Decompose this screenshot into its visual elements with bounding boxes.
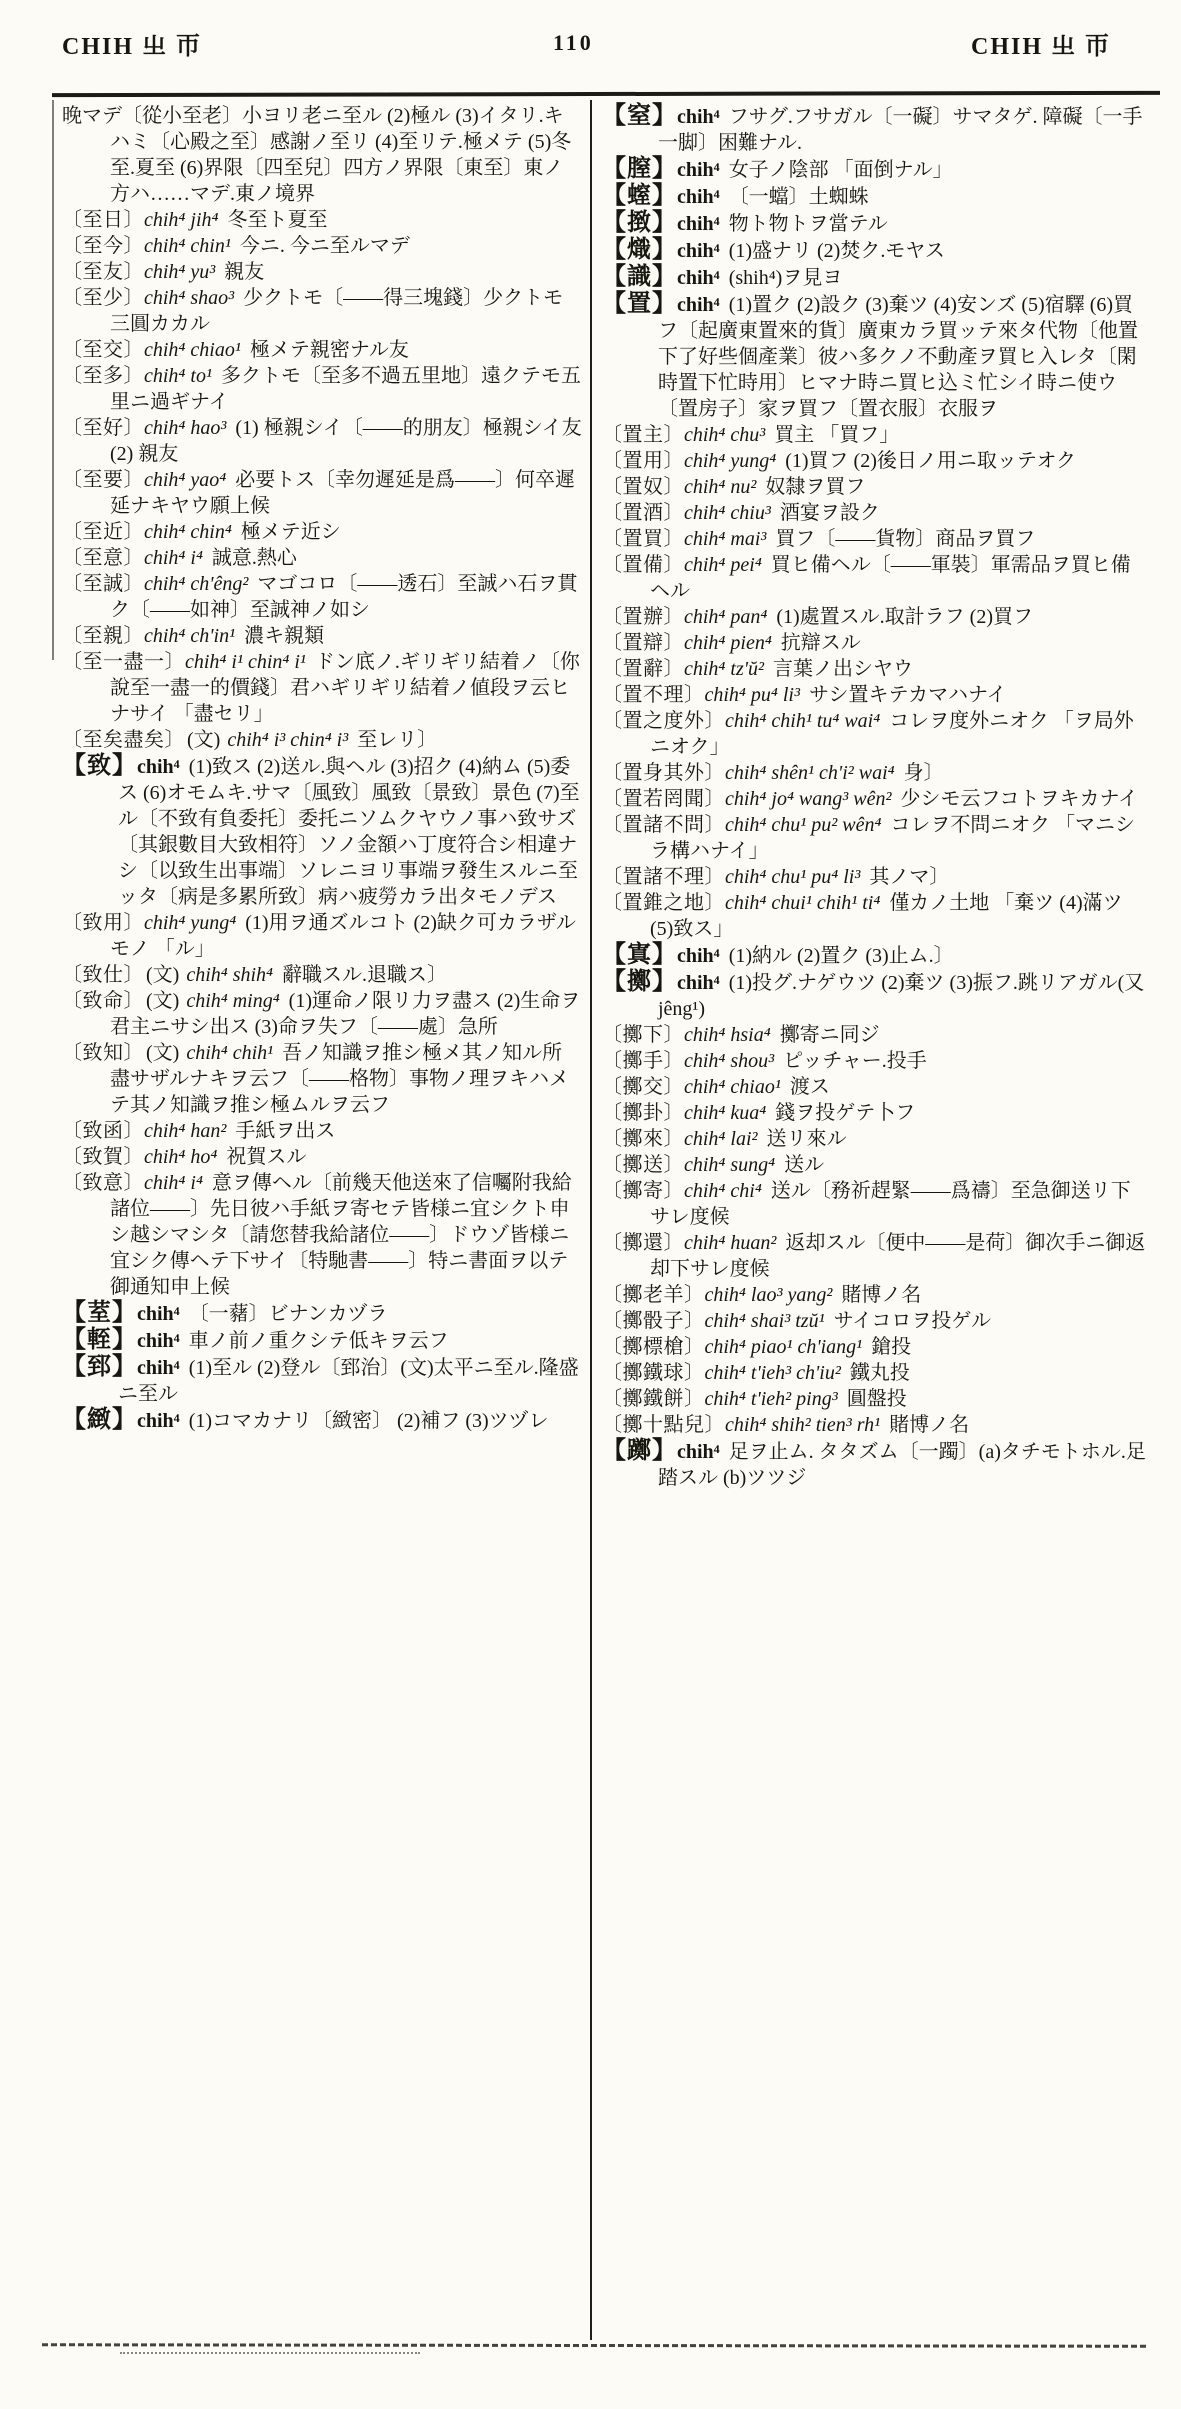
entry-headword: 〔至友〕: [62, 261, 144, 283]
entry-pronunciation: chih⁴ chu¹ pu⁴ li³: [725, 866, 866, 888]
entry-headword: 【郅】: [62, 1354, 137, 1380]
entry-pronunciation: chih⁴ t'ieh³ ch'iu²: [704, 1362, 846, 1384]
dictionary-entry: [62, 1118, 582, 1144]
entry-pronunciation: chih⁴ chui¹ chih¹ ti⁴: [725, 892, 886, 914]
entry-definition: 女子ノ陰部 「面倒ナル」: [728, 159, 953, 181]
dictionary-entry: [602, 708, 1150, 760]
entry-pronunciation: chih⁴ yu³: [144, 261, 221, 283]
dictionary-entry: [602, 474, 1150, 500]
entry-pronunciation: chih⁴ shên¹ ch'i² wai⁴: [725, 762, 900, 784]
dictionary-entry: [602, 1074, 1150, 1100]
entry-headword: 〔致賀〕: [62, 1146, 144, 1168]
dictionary-entry: [602, 969, 1150, 1022]
dictionary-entry: [602, 942, 1150, 969]
entry-headword: 〔至近〕: [62, 521, 144, 543]
entry-pronunciation: chih⁴ i⁴: [144, 547, 208, 569]
entry-headword: 〔擲下〕: [602, 1024, 684, 1046]
entry-definition: 極メテ近シ: [240, 521, 341, 543]
entry-definition: 奴隸ヲ買フ: [765, 476, 866, 498]
entry-definition: (1)至ル (2)登ル〔郅治〕(文)太平ニ至ル.隆盛ニ至ル: [118, 1357, 579, 1405]
dictionary-entry: [602, 552, 1150, 604]
entry-definition: 擲寄ニ同ジ: [779, 1024, 880, 1046]
entry-headword: 〔擲十點兒〕: [602, 1414, 725, 1436]
dictionary-entry: [602, 1438, 1150, 1491]
entry-headword: 【窒】: [602, 103, 677, 129]
entry-definition: 僅カノ土地 「棄ツ (4)滿ツ (5)致ス」: [650, 892, 1123, 940]
entry-headword: 〔置備〕: [602, 554, 684, 576]
bottom-edge-dotted-line: [120, 2352, 420, 2354]
entry-pronunciation: chih⁴: [677, 267, 725, 289]
entry-headword: 〔置之度外〕: [602, 710, 725, 732]
entry-pronunciation: chih⁴: [137, 756, 185, 778]
dictionary-entry: [602, 1152, 1150, 1178]
entry-definition: 送リ來ル: [766, 1128, 847, 1150]
entry-headword: 〔置奴〕: [602, 476, 684, 498]
entry-headword: 〔至親〕: [62, 625, 144, 647]
dictionary-entry: [602, 264, 1150, 291]
entry-pronunciation: chih⁴ ch'in¹: [144, 625, 241, 647]
entry-headword: 〔置用〕: [602, 450, 684, 472]
entry-pronunciation: chih⁴ chiao¹: [144, 339, 246, 361]
entry-pronunciation: chih⁴ chiao¹: [684, 1076, 786, 1098]
entry-headword: 【膣】: [602, 156, 677, 182]
entry-usage-label: (文): [146, 990, 185, 1012]
entry-definition: サシ置キテカマハナイ: [808, 684, 1007, 706]
entry-headword: 【㨖】: [602, 210, 677, 236]
entry-headword: 〔致知〕: [62, 1042, 144, 1064]
entry-headword: 〔至今〕: [62, 235, 144, 257]
dictionary-entry: [602, 1022, 1150, 1048]
entry-definition: 親友: [224, 261, 265, 283]
entry-pronunciation: chih⁴ pien⁴: [684, 632, 777, 654]
entry-pronunciation: chih⁴ chiu³: [684, 502, 776, 524]
dictionary-entry: [62, 1327, 582, 1354]
entry-pronunciation: chih⁴ to¹: [144, 365, 217, 387]
entry-definition: (1)投グ.ナゲウツ (2)棄ツ (3)振フ.跳リアガル(又 jêng¹): [658, 972, 1145, 1020]
entry-headword: 〔置買〕: [602, 528, 684, 550]
entry-definition: マゴコロ〔——透石〕至誠ハ石ヲ貫ク〔——如神〕至誠神ノ如シ: [110, 573, 578, 621]
entry-definition: (shih⁴)ヲ見ヨ: [728, 267, 843, 289]
entry-definition: 言葉ノ出シヤウ: [773, 658, 913, 680]
entry-definition: 賭博ノ名: [889, 1414, 970, 1436]
entry-usage-label: (文): [187, 729, 226, 751]
dictionary-entry: [602, 630, 1150, 656]
entry-definition: 車ノ前ノ重クシテ低キヲ云フ: [188, 1330, 449, 1352]
dictionary-entry: [602, 682, 1150, 708]
entry-pronunciation: chih⁴: [677, 213, 725, 235]
entry-pronunciation: chih⁴ hsia⁴: [684, 1024, 776, 1046]
dictionary-entry: [62, 623, 582, 649]
entry-definition: 鐵丸投: [849, 1362, 910, 1384]
left-column-edge-line: [52, 100, 54, 660]
entry-headword: 【識】: [602, 264, 677, 290]
entry-definition: 鎗投: [871, 1336, 912, 1358]
entry-definition: 祝賀スル: [226, 1146, 307, 1168]
header-title-left: CHIH 㞢 帀: [62, 34, 203, 60]
entry-headword: 【置】: [602, 291, 677, 317]
dictionary-entry: [62, 1144, 582, 1170]
entry-headword: 〔置辦〕: [602, 606, 684, 628]
entry-headword: 〔致用〕: [62, 912, 144, 934]
entry-headword: 〔至矣盡矣〕: [62, 729, 185, 751]
entry-pronunciation: chih⁴ sung⁴: [684, 1154, 781, 1176]
entry-definition: 多クトモ〔至多不過五里地〕遠クテモ五里ニ過ギナイ: [110, 365, 581, 413]
entry-headword: 〔致仕〕: [62, 964, 144, 986]
entry-headword: 〔擲交〕: [602, 1076, 684, 1098]
entry-definition: 買ヒ備ヘル〔——軍裝〕軍需品ヲ買ヒ備ヘル: [650, 554, 1131, 602]
entry-definition: 其ノマ〕: [869, 866, 950, 888]
entry-headword: 〔擲寄〕: [602, 1180, 684, 1202]
entry-pronunciation: chih⁴: [677, 972, 725, 994]
dictionary-entry: [602, 500, 1150, 526]
entry-pronunciation: chih⁴ yung⁴: [684, 450, 782, 472]
entry-headword: 〔置辭〕: [602, 658, 684, 680]
entry-usage-label: (文): [146, 964, 185, 986]
entry-headword: 〔擲骰子〕: [602, 1310, 705, 1332]
entry-pronunciation: chih⁴ shai³ tzŭ¹: [704, 1310, 830, 1332]
entry-definition: (1)納ル (2)置ク (3)止ム.〕: [728, 945, 954, 967]
entry-pronunciation: chih⁴: [137, 1330, 185, 1352]
entry-definition: (1)買フ (2)後日ノ用ニ取ッテオク: [785, 450, 1077, 472]
dictionary-entry: [602, 1282, 1150, 1308]
entry-pronunciation: chih⁴ jih⁴: [144, 209, 224, 231]
running-header: [0, 26, 1181, 72]
entry-headword: 〔至日〕: [62, 209, 144, 231]
entry-definition: 圓盤投: [846, 1388, 907, 1410]
entry-headword: 〔置諸不問〕: [602, 814, 725, 836]
entry-pronunciation: chih⁴: [137, 1357, 185, 1379]
dictionary-entry: [602, 890, 1150, 942]
entry-pronunciation: chih⁴ jo⁴ wang³ wên²: [725, 788, 897, 810]
entry-definition: 買フ〔——貨物〕商品ヲ買フ: [775, 528, 1036, 550]
entry-pronunciation: chih⁴ mai³: [684, 528, 772, 550]
entry-headword: 〔置酒〕: [602, 502, 684, 524]
header-title-right: CHIH 㞢 帀: [970, 34, 1111, 60]
entry-definition: (1)置ク (2)設ク (3)棄ツ (4)安ンズ (5)宿驛 (6)買フ〔起廣東置來的貨〕廣東カラ買ッテ來タ代物〔他置下了好些個產業〕彼ハ多クノ不動產ヲ買ヒ入レタ〔閑時置下忙時用〕ヒマナ時ニ買ヒ込ミ忙シイ時ニ使ウ〔置房子〕家ヲ買フ〔置衣服〕衣服ヲ: [658, 294, 1138, 420]
entry-definition: 吾ノ知識ヲ推シ極メ其ノ知ル所盡サザルナキヲ云フ〔——格物〕事物ノ理ヲキハメテ其ノ知識ヲ推シ極ムルヲ云フ: [110, 1042, 569, 1116]
dictionary-entry: [62, 519, 582, 545]
entry-pronunciation: chih⁴: [137, 1303, 185, 1325]
entry-headword: 〔致函〕: [62, 1120, 144, 1142]
dictionary-entry: [602, 291, 1150, 422]
dictionary-entry: [62, 103, 582, 207]
entry-headword: 〔至交〕: [62, 339, 144, 361]
entry-definition: 買主 「買フ」: [774, 424, 900, 446]
dictionary-entry: [602, 1360, 1150, 1386]
entry-headword: 〔擲標槍〕: [602, 1336, 705, 1358]
entry-headword: 〔擲送〕: [602, 1154, 684, 1176]
dictionary-entry: [602, 864, 1150, 890]
dictionary-entry: [602, 1178, 1150, 1230]
entry-definition: 抗辯スル: [780, 632, 861, 654]
entry-definition: 〔一藸〕ビナンカヅラ: [188, 1303, 388, 1325]
entry-pronunciation: chih⁴ shih⁴: [186, 964, 279, 986]
entry-definition: 送ル〔務祈趕緊——爲禱〕至急御送リ下サレ度候: [650, 1180, 1131, 1228]
entry-definition: (1)用ヲ通ズルコト (2)缺ク可カラザルモノ 「ル」: [110, 912, 576, 960]
entry-pronunciation: chih⁴: [677, 159, 725, 181]
entry-definition: 酒宴ヲ設ク: [779, 502, 880, 524]
dictionary-entry: [602, 1308, 1150, 1334]
dictionary-entry: [62, 1300, 582, 1327]
entry-headword: 【荎】: [62, 1300, 137, 1326]
column-divider-line: [590, 100, 592, 2340]
entry-definition: コレヲ不問ニオク 「マニシラ構ハナイ」: [650, 814, 1136, 862]
dictionary-entry: [62, 753, 582, 910]
dictionary-entry: [602, 448, 1150, 474]
dictionary-entry: [602, 1412, 1150, 1438]
column-right: [602, 103, 1150, 1491]
entry-headword: 【緻】: [62, 1407, 137, 1433]
entry-headword: 〔擲還〕: [602, 1232, 684, 1254]
entry-pronunciation: chih⁴ ch'êng²: [144, 573, 254, 595]
dictionary-entry: [62, 988, 582, 1040]
entry-definition: 錢ヲ投ゲテ卜フ: [775, 1102, 916, 1124]
entry-pronunciation: chih⁴ nu²: [684, 476, 762, 498]
entry-pronunciation: chih⁴ chih¹ tu⁴ wai⁴: [725, 710, 886, 732]
entry-definition: 渡ス: [789, 1076, 830, 1098]
dictionary-entry: [602, 526, 1150, 552]
entry-pronunciation: chih⁴ i¹ chin⁴ i¹: [185, 651, 311, 673]
entry-definition: 少クトモ〔——得三塊錢〕少クトモ三圓カカル: [110, 287, 564, 335]
dictionary-entry: [602, 786, 1150, 812]
entry-headword: 【致】: [62, 753, 137, 779]
entry-pronunciation: chih⁴ hao³: [144, 417, 232, 439]
dictionary-entry: [62, 233, 582, 259]
entry-pronunciation: chih⁴ ming⁴: [186, 990, 285, 1012]
entry-pronunciation: chih⁴: [677, 945, 725, 967]
entry-definition: フサグ.フサガル〔一礙〕サマタゲ. 障礙〔一手一脚〕困難ナル.: [658, 106, 1143, 154]
entry-headword: 【躑】: [602, 1438, 677, 1464]
entry-definition: 今ニ. 今ニ至ルマデ: [239, 235, 410, 257]
entry-definition: 辭職スル.退職ス〕: [282, 964, 448, 986]
dictionary-entry: [62, 285, 582, 337]
entry-pronunciation: chih⁴ chu³: [684, 424, 771, 446]
entry-pronunciation: chih⁴: [677, 240, 725, 262]
entry-headword: 〔置不理〕: [602, 684, 705, 706]
entry-pronunciation: chih⁴ shao³: [144, 287, 240, 309]
column-left: [62, 103, 582, 1434]
entry-headword: 〔致命〕: [62, 990, 144, 1012]
entry-headword: 【螲】: [602, 183, 677, 209]
dictionary-entry: [62, 962, 582, 988]
entry-definition: 誠意.熱心: [211, 547, 297, 569]
dictionary-entry: [62, 1407, 582, 1434]
dictionary-entry: [602, 604, 1150, 630]
entry-definition: 意ヲ傳ヘル〔前幾天他送來了信囑附我給諸位——〕先日彼ハ手紙ヲ寄セテ皆様ニ宜シクト申シ越シマシタ〔請您替我給諸位——〕ドウゾ皆様ニ宜シク傳ヘテ下サイ〔特馳書——〕特ニ書面ヲ以テ御通知申上候: [110, 1172, 572, 1298]
entry-headword: 〔至要〕: [62, 469, 144, 491]
entry-definition: 極メテ親密ナル友: [249, 339, 409, 361]
dictionary-entry: [62, 1170, 582, 1300]
entry-headword: 〔擲鐵球〕: [602, 1362, 705, 1384]
dictionary-entry: [602, 1334, 1150, 1360]
dictionary-entry: [62, 545, 582, 571]
dictionary-entry: [602, 183, 1150, 210]
entry-pronunciation: chih⁴ yung⁴: [144, 912, 242, 934]
entry-pronunciation: chih⁴ pu⁴ li³: [704, 684, 805, 706]
entry-definition: 身〕: [903, 762, 944, 784]
entry-pronunciation: chih⁴ i³ chin⁴ i³: [227, 729, 354, 751]
entry-headword: 〔至意〕: [62, 547, 144, 569]
entry-headword: 〔置辯〕: [602, 632, 684, 654]
entry-pronunciation: chih⁴ pan⁴: [684, 606, 773, 628]
entry-definition: 濃キ親類: [244, 625, 325, 647]
entry-headword: 〔至好〕: [62, 417, 144, 439]
entry-pronunciation: chih⁴ kua⁴: [684, 1102, 772, 1124]
entry-headword: 〔至少〕: [62, 287, 144, 309]
dictionary-entry: [62, 727, 582, 753]
entry-pronunciation: chih⁴ lai²: [684, 1128, 763, 1150]
entry-pronunciation: chih⁴ han²: [144, 1120, 232, 1142]
entry-definition: (1)運命ノ限リ力ヲ盡ス (2)生命ヲ君主ニサシ出ス (3)命ヲ失フ〔——處〕急所: [110, 990, 581, 1038]
entry-pronunciation: chih⁴ pei⁴: [684, 554, 767, 576]
dictionary-entry: [62, 910, 582, 962]
entry-headword: 〔至多〕: [62, 365, 144, 387]
dictionary-entry: [602, 237, 1150, 264]
entry-usage-label: (文): [146, 1042, 185, 1064]
entry-definition: (1)處置スル.取計ラフ (2)買フ: [776, 606, 1033, 628]
entry-definition: 〔一蟷〕土蜘蛛: [728, 186, 869, 208]
entry-headword: 〔至一盡一〕: [62, 651, 185, 673]
entry-headword: 【寘】: [602, 942, 677, 968]
entry-definition: (1)致ス (2)送ル.與ヘル (3)招ク (4)納ム (5)委ス (6)オモムキ.サマ〔風致〕風致〔景致〕景色 (7)至ル〔不致有負委托〕委托ニソムクヤウノ事ハ致サズ〔其銀數目大致相符〕ソノ金額ハ丁度符合シ相違ナシ〔以致生出事端〕ソレニヨリ事端ヲ發生スルニ至ッタ〔病是多累所致〕病ハ疲勞カラ出タモノデス: [118, 756, 580, 908]
entry-definition: (1)コマカナリ〔緻密〕 (2)補フ (3)ツヅレ: [188, 1410, 549, 1432]
entry-pronunciation: chih⁴ chi⁴: [684, 1180, 767, 1202]
entry-definition: 冬至ト夏至: [227, 209, 328, 231]
dictionary-entry: [62, 259, 582, 285]
entry-headword: 〔擲老羊〕: [602, 1284, 705, 1306]
entry-pronunciation: chih⁴: [677, 1441, 725, 1463]
entry-pronunciation: chih⁴: [677, 186, 725, 208]
entry-pronunciation: chih⁴ shih² tien³ rh¹: [725, 1414, 886, 1436]
entry-pronunciation: chih⁴ t'ieh² ping³: [704, 1388, 843, 1410]
dictionary-entry: [62, 415, 582, 467]
entry-pronunciation: chih⁴ i⁴: [144, 1172, 208, 1194]
entry-pronunciation: chih⁴: [677, 106, 725, 128]
bottom-edge-dashed-line: [42, 2343, 1146, 2348]
dictionary-entry: [602, 1230, 1150, 1282]
dictionary-entry: [62, 649, 582, 727]
entry-pronunciation: chih⁴ chin¹: [144, 235, 236, 257]
dictionary-entry: [602, 156, 1150, 183]
entry-definition: 送ル: [784, 1154, 825, 1176]
entry-definition: 足ヲ止ム. タタズム〔一躅〕(a)タチモトホル.足踏スル (b)ツツジ: [658, 1441, 1146, 1489]
entry-headword: 【擲】: [602, 969, 677, 995]
dictionary-entry: [602, 760, 1150, 786]
dictionary-entry: [602, 103, 1150, 156]
dictionary-entry: [62, 571, 582, 623]
entry-definition: 返却スル〔便中——是荷〕御次手ニ御返却下サレ度候: [650, 1232, 1146, 1280]
entry-definition: 少シモ云フコトヲキカナイ: [900, 788, 1139, 810]
entry-definition: コレヲ度外ニオク 「ヲ局外ニオク」: [650, 710, 1134, 758]
entry-headword: 〔置若罔聞〕: [602, 788, 725, 810]
entry-pronunciation: chih⁴ chih¹: [186, 1042, 279, 1064]
entry-pronunciation: chih⁴ tz'ŭ²: [684, 658, 769, 680]
dictionary-entry: [602, 1048, 1150, 1074]
dictionary-entry: [62, 467, 582, 519]
dictionary-entry: [602, 210, 1150, 237]
entry-definition: 手紙ヲ出ス: [235, 1120, 336, 1142]
dictionary-entry: [62, 363, 582, 415]
dictionary-entry: [602, 656, 1150, 682]
entry-definition: 賭博ノ名: [841, 1284, 922, 1306]
entry-headword: 〔置主〕: [602, 424, 684, 446]
dictionary-entry: [602, 422, 1150, 448]
header-rule: [52, 91, 1160, 97]
dictionary-entry: [62, 337, 582, 363]
entry-headword: 〔至誠〕: [62, 573, 144, 595]
entry-definition: サイコロヲ投ゲル: [833, 1310, 991, 1332]
entry-pronunciation: chih⁴ lao³ yang²: [704, 1284, 838, 1306]
dictionary-entry: [62, 1354, 582, 1407]
entry-pronunciation: chih⁴ huan²: [684, 1232, 782, 1254]
entry-pronunciation: chih⁴ shou³: [684, 1050, 780, 1072]
entry-definition: ドン底ノ.ギリギリ結着ノ〔你說至一盡一的價錢〕君ハギリギリ結着ノ値段ヲ云ヒナサイ 「盡セリ」: [110, 651, 580, 725]
entry-definition: (1)盛ナリ (2)焚ク.モヤス: [728, 240, 945, 262]
entry-pronunciation: chih⁴: [137, 1410, 185, 1432]
entry-headword: 〔擲卦〕: [602, 1102, 684, 1124]
dictionary-entry: [602, 1386, 1150, 1412]
entry-headword: 〔置錐之地〕: [602, 892, 725, 914]
entry-definition: 晚マデ〔從小至老〕小ヨリ老ニ至ル (2)極ル (3)イタリ.キハミ〔心殿之至〕感謝ノ至リ (4)至リテ.極メテ (5)冬至.夏至 (6)界限〔四至兒〕四方ノ界限〔東至〕東ノ方ハ……マデ.東ノ境界: [62, 105, 572, 205]
entry-headword: 〔擲鐵餅〕: [602, 1388, 705, 1410]
entry-pronunciation: chih⁴ ho⁴: [144, 1146, 223, 1168]
page-number: 110: [553, 30, 594, 55]
entry-headword: 【輊】: [62, 1327, 137, 1353]
entry-pronunciation: chih⁴ piao¹ ch'iang¹: [704, 1336, 868, 1358]
entry-definition: 物ト物トヲ當テル: [728, 213, 888, 235]
entry-headword: 〔擲手〕: [602, 1050, 684, 1072]
entry-headword: 【熾】: [602, 237, 677, 263]
dictionary-entry: [602, 1100, 1150, 1126]
entry-headword: 〔致意〕: [62, 1172, 144, 1194]
entry-definition: 至レリ〕: [357, 729, 438, 751]
entry-pronunciation: chih⁴: [677, 294, 725, 316]
dictionary-entry: [602, 1126, 1150, 1152]
entry-headword: 〔擲來〕: [602, 1128, 684, 1150]
entry-headword: 〔置諸不理〕: [602, 866, 725, 888]
entry-headword: 〔置身其外〕: [602, 762, 725, 784]
entry-definition: ピッチャー.投手: [783, 1050, 927, 1072]
entry-definition: 必要トス〔幸勿遲延是爲——〕何卒遲延ナキヤウ願上候: [110, 469, 576, 517]
entry-pronunciation: chih⁴ chu¹ pu² wên⁴: [725, 814, 887, 836]
entry-definition: (1) 極親シイ〔——的朋友〕極親シイ友 (2) 親友: [110, 417, 582, 465]
entry-pronunciation: chih⁴ chin⁴: [144, 521, 237, 543]
dictionary-entry: [62, 207, 582, 233]
dictionary-entry: [602, 812, 1150, 864]
entry-pronunciation: chih⁴ yao⁴: [144, 469, 232, 491]
dictionary-entry: [62, 1040, 582, 1118]
